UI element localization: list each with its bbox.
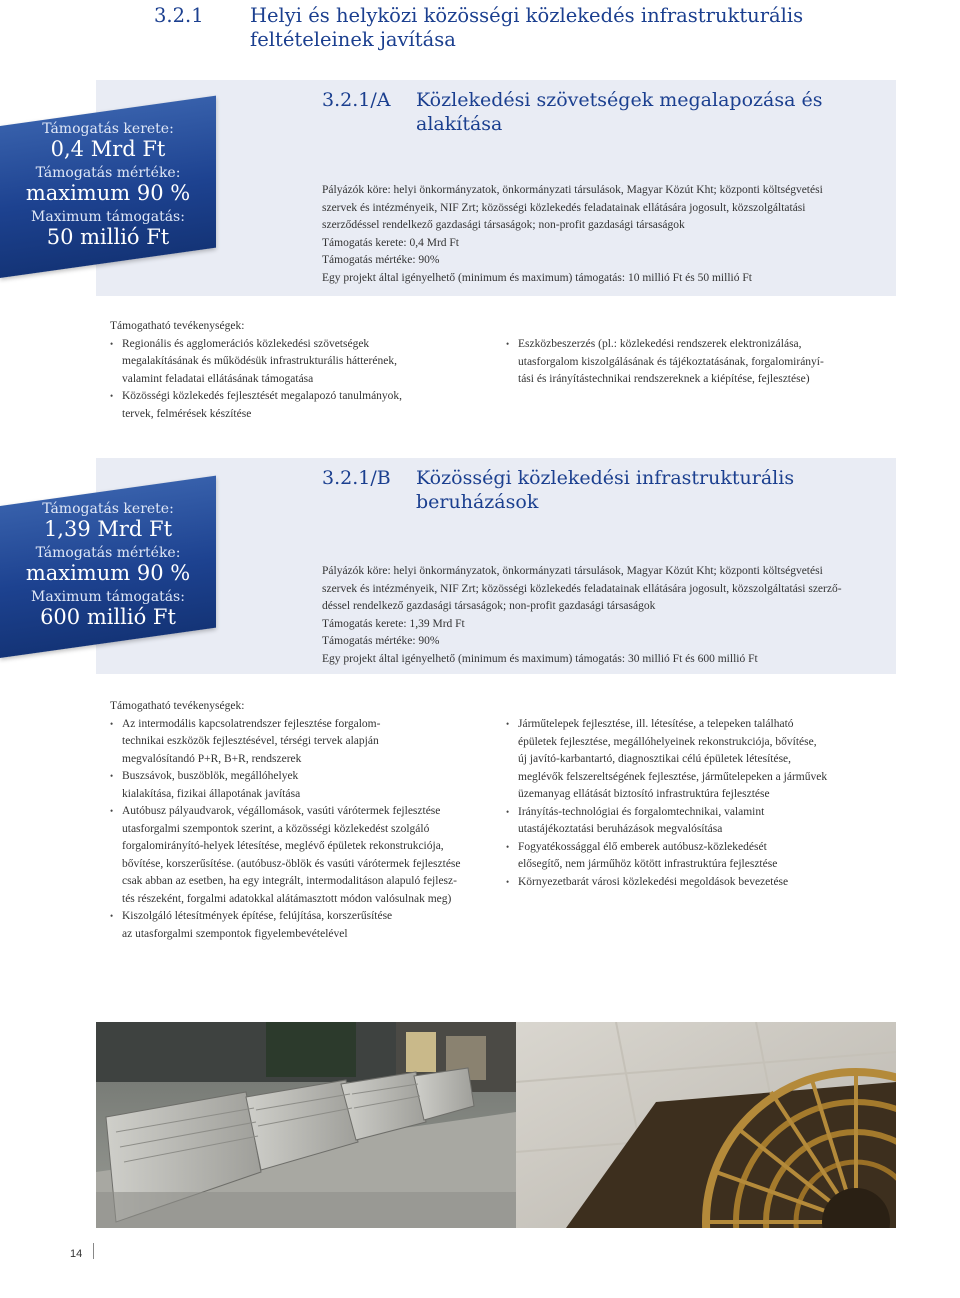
- max-value: 600 millió Ft: [40, 604, 176, 629]
- max-label: Maximum támogatás:: [31, 588, 185, 605]
- tree-grate-photo: [516, 1022, 896, 1228]
- section-b-info: [322, 563, 888, 668]
- list-item: • Eszközbeszerzés (pl.: közlekedési rendszerek elektronizálása, utasforgalom kiszolgálásának és tájékoztatásának, forgalomirányí- tási és irányítástechnikai rendszereknek a kiépítése, fejlesztése): [506, 336, 896, 389]
- rate-value: maximum 90 %: [25, 180, 191, 205]
- section-a-activities-right: [506, 336, 896, 389]
- info-line: Támogatás kerete: 0,4 Mrd Ft: [322, 236, 460, 249]
- info-line: Támogatás mértéke: 90%: [322, 254, 440, 266]
- list-item: • Az intermodális kapcsolatrendszer fejlesztése forgalom- technikai eszközök fejlesztésével, térségi tervek alapján megvalósítandó P+R, B+R, rendszerek: [110, 716, 500, 769]
- page-number: 14: [70, 1248, 83, 1260]
- info-line: Pályázók köre: helyi önkormányzatok, önkormányzati társulások, Magyar Közút Kht; központi költségvetési: [322, 184, 823, 196]
- max-value: 50 millió Ft: [46, 224, 170, 249]
- frame-value: 0,4 Mrd Ft: [50, 136, 166, 161]
- info-line: szerződéssel rendelkező gazdasági társaságok; non-profit gazdasági társaságok: [322, 219, 685, 231]
- section-b-number: 3.2.1/B: [322, 467, 391, 489]
- frame-value: 1,39 Mrd Ft: [43, 516, 173, 541]
- rate-value: maximum 90 %: [25, 560, 191, 585]
- list-item: • Közösségi közlekedés fejlesztését megalapozó tanulmányok, tervek, felmérések készítése: [110, 388, 490, 423]
- benches-photo: [96, 1022, 516, 1228]
- section-b-title: Közösségi közlekedési infrastrukturális beruházások: [416, 467, 795, 513]
- activities-heading: Támogatható tevékenységek:: [110, 700, 245, 712]
- frame-label: Támogatás kerete:: [42, 500, 174, 517]
- list-item: • Fogyatékossággal élő emberek autóbusz-közlekedését elősegítő, nem járműhöz kötött infrastruktúra fejlesztése: [506, 839, 896, 874]
- info-line: Támogatás kerete: 1,39 Mrd Ft: [322, 617, 465, 630]
- section-b-activities-right: [506, 716, 896, 891]
- list-item: • Regionális és agglomerációs közlekedési szövetségek megalakításának és működésük infrastrukturális hátterének, valamint feladatai ellátásának támogatása: [110, 336, 490, 389]
- section-b-activities-left: [110, 698, 500, 943]
- info-line: déssel rendelkező gazdasági társaságok; non-profit gazdasági társaságok: [322, 600, 656, 612]
- list-item: • Buszsávok, buszöblök, megállóhelyek kialakítása, fizikai állapotának javítása: [110, 768, 500, 803]
- section-b-funding-badge: [0, 476, 216, 658]
- page-divider: [93, 1243, 94, 1259]
- list-item: • Autóbusz pályaudvarok, végállomások, vasúti várótermek fejlesztése utasforgalmi szempontok szerint, a közösségi közlekedést szolgáló forgalomirányító-helyek létesítése, meglévő épületek rekonstrukciója, bővítése, korszerűsítése. (autóbusz-öblök és vasúti várótermek fejlesztése csak abban az esetben, ha egy integrált, intermodalitáson alapuló fejlesz- tés részeként, forgalmi adatokkal alátámasztott módon valósulnak meg): [110, 803, 500, 908]
- list-item: • Kiszolgáló létesítmények építése, felújítása, korszerűsítése az utasforgalmi szempontok figyelembevételével: [110, 908, 500, 943]
- info-line: Támogatás mértéke: 90%: [322, 635, 440, 647]
- list-item: • Környezetbarát városi közlekedési megoldások bevezetése: [506, 874, 896, 892]
- info-line: szervek és intézményeik, NIF Zrt; közösségi közlekedés feladatainak ellátására jogosult, közszolgáltatási szerző-: [322, 582, 842, 595]
- rate-label: Támogatás mértéke:: [35, 164, 181, 181]
- rate-label: Támogatás mértéke:: [35, 544, 181, 561]
- section-a-number: 3.2.1/A: [322, 89, 391, 111]
- section-title: Helyi és helyközi közösségi közlekedés infrastrukturális feltételeinek javítása: [250, 4, 804, 51]
- max-label: Maximum támogatás:: [31, 208, 185, 225]
- list-item: • Irányítás-technológiai és forgalomtechnikai, valamint utastájékoztatási beruházások megvalósítása: [506, 804, 896, 839]
- info-line: Pályázók köre: helyi önkormányzatok, önkormányzati társulások, Magyar Közút Kht; központi költségvetési: [322, 565, 823, 577]
- info-line: szervek és intézményeik, NIF Zrt; közösségi közlekedés feladatainak ellátására jogosult, közszolgáltatási: [322, 201, 806, 214]
- info-line: Egy projekt által igényelhető (minimum és maximum) támogatás: 10 millió Ft és 50 millió Ft: [322, 271, 752, 284]
- info-line: Egy projekt által igényelhető (minimum és maximum) támogatás: 30 millió Ft és 600 millió Ft: [322, 652, 758, 665]
- section-a-info: [322, 182, 888, 287]
- photo-strip: [96, 1022, 896, 1228]
- section-a-activities-left: [110, 318, 490, 423]
- frame-label: Támogatás kerete:: [42, 120, 174, 137]
- activities-heading: Támogatható tevékenységek:: [110, 320, 245, 332]
- section-a-title: Közlekedési szövetségek megalapozása és alakítása: [416, 89, 823, 135]
- section-number: 3.2.1: [154, 4, 204, 27]
- section-a-funding-badge: [0, 96, 216, 278]
- list-item: • Járműtelepek fejlesztése, ill. létesítése, a telepeken található épületek fejlesztése, megállóhelyeinek rekonstrukciója, bővítése, új javító-karbantartó, diagnosztikai célú épületek létesítése, meglévők felszereltségének fejlesztése, járműtelepeken a járművek üzemanyag ellátását biztosító infrastruktúra fejlesztése: [506, 716, 896, 804]
